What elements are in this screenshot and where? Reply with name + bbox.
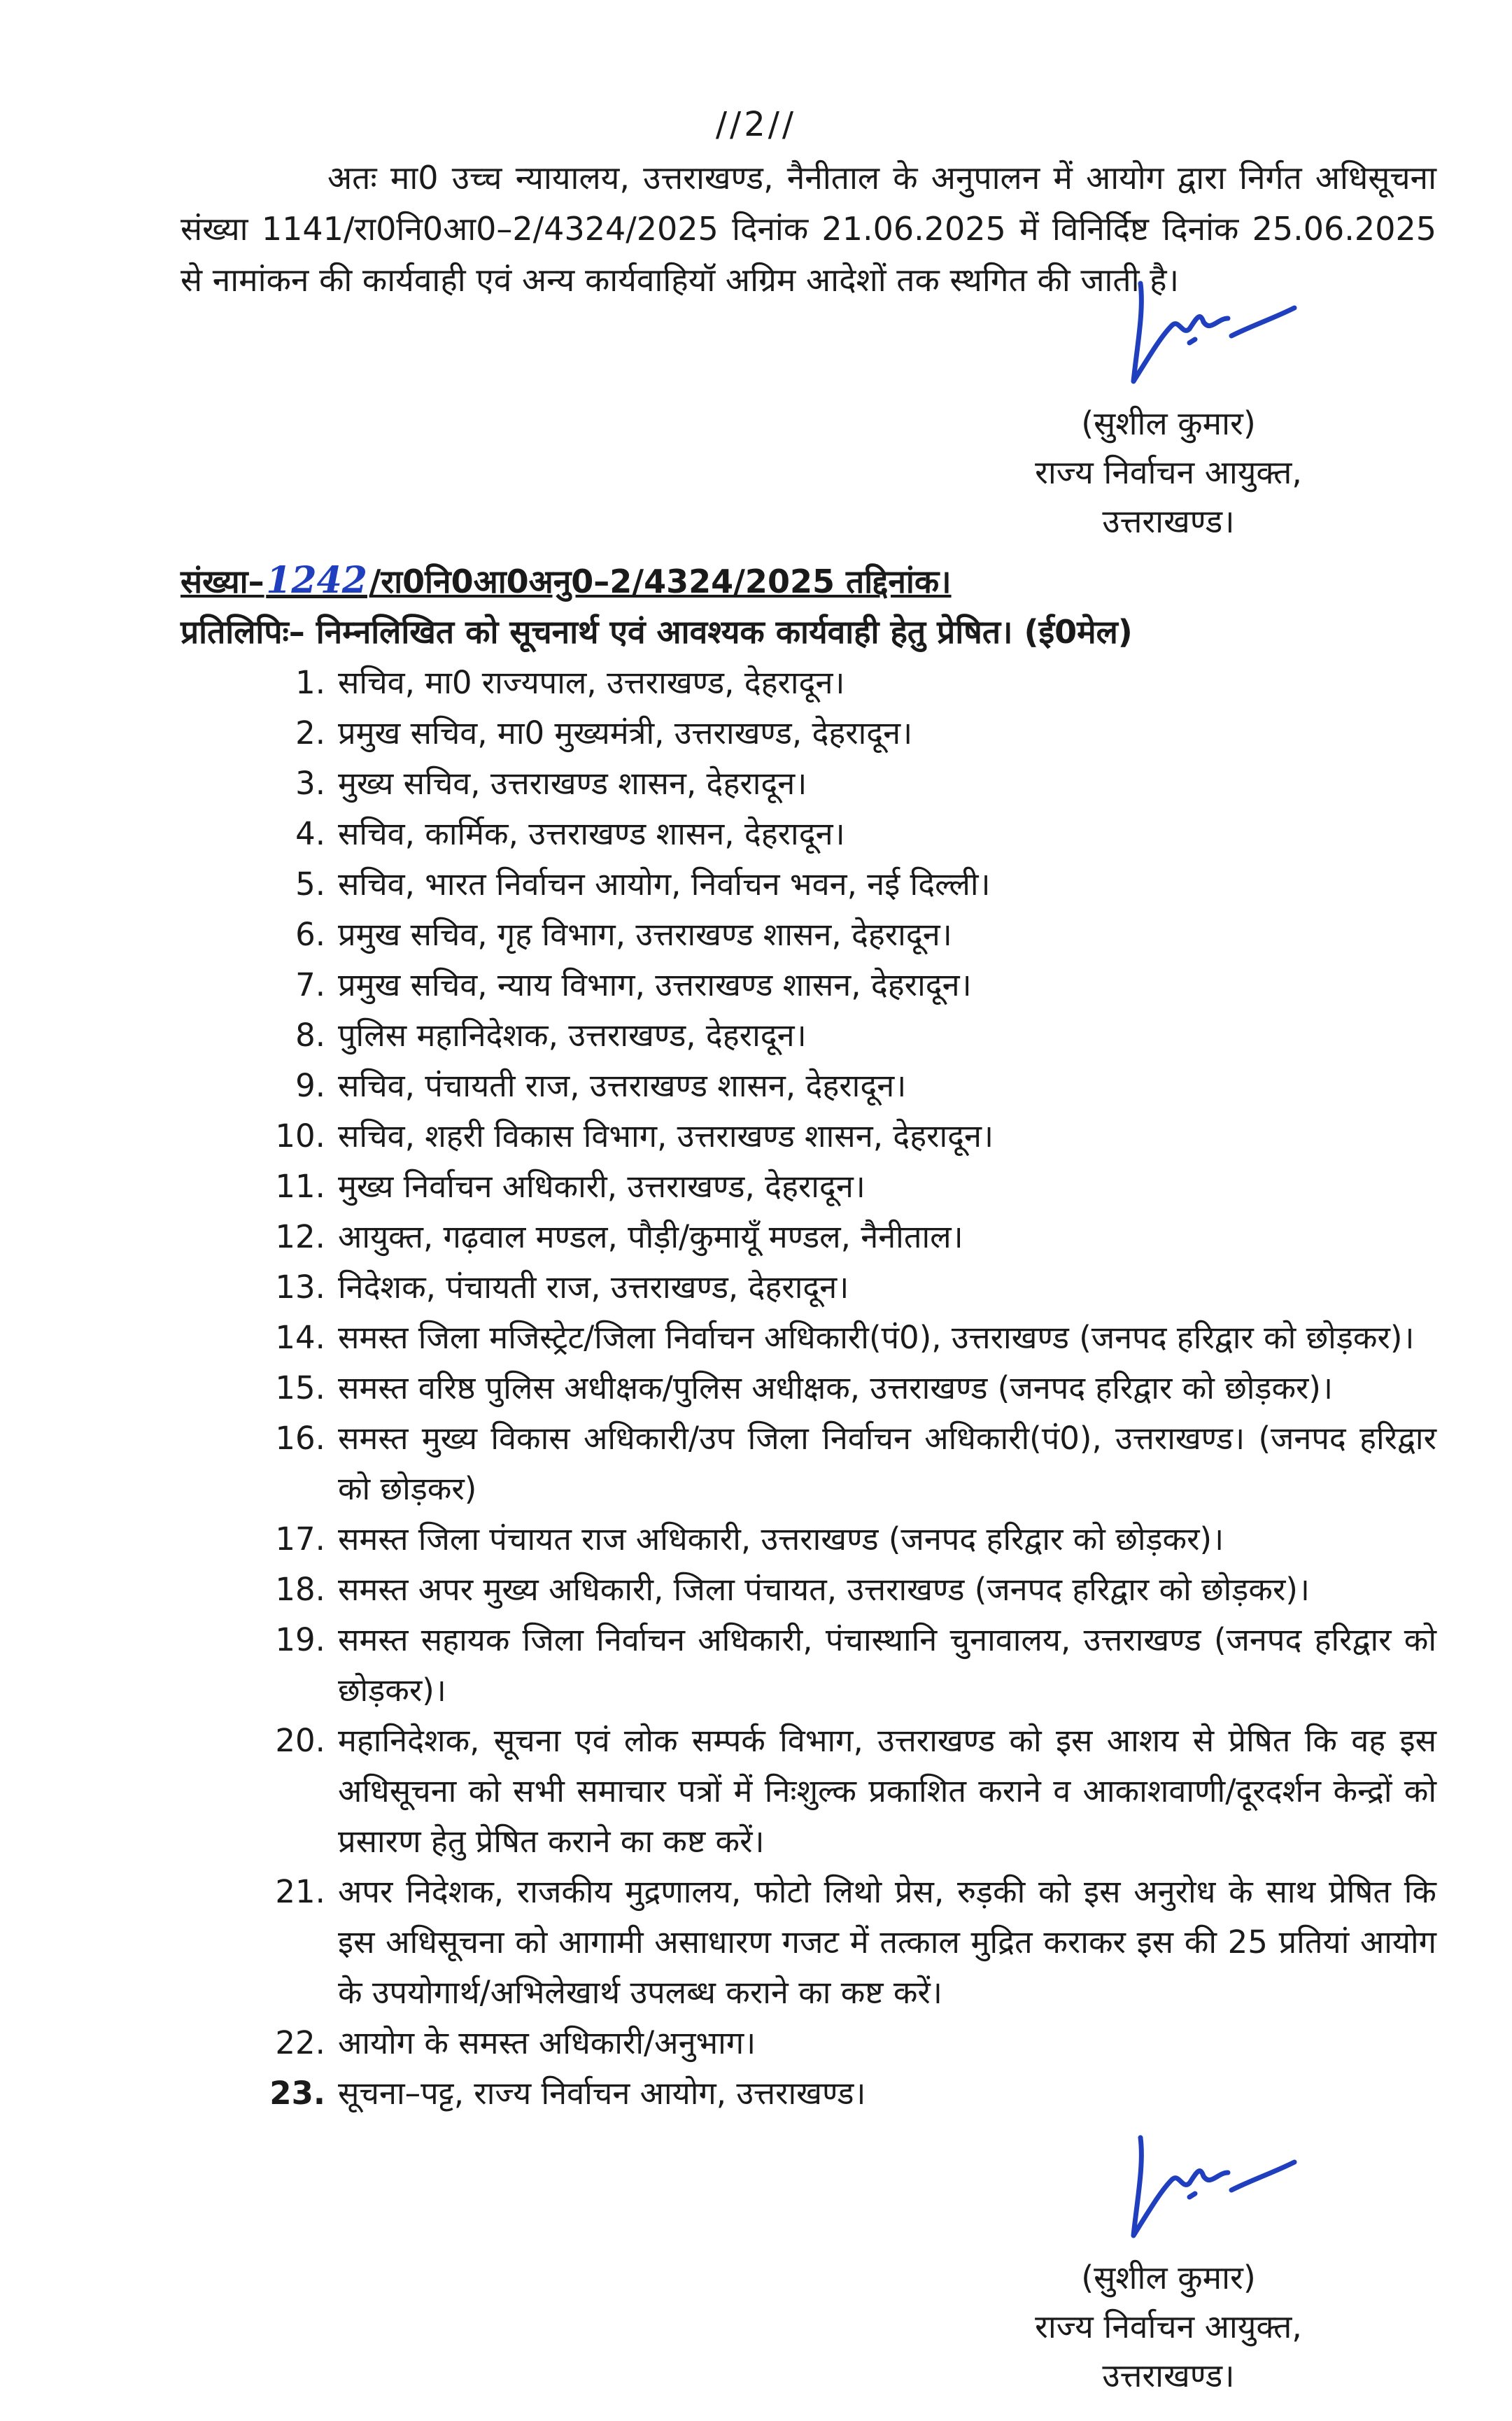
- list-item: 20. महानिदेशक, सूचना एवं लोक सम्पर्क विभाग, उत्तराखण्ड को इस आशय से प्रेषित कि वह इस अधिसूचना को सभी समाचार पत्रों में निःशुल्क प्रकाशित कराने व आकाशवाणी/दूरदर्शन केन्द्रों को प्रसारण हेतु प्रेषित कराने का कष्ट करें।: [275, 1722, 1436, 1860]
- list-item: 6. प्रमुख सचिव, गृह विभाग, उत्तराखण्ड शासन, देहरादून।: [295, 916, 952, 953]
- list-item: 13. निदेशक, पंचायती राज, उत्तराखण्ड, देहरादून।: [275, 1269, 849, 1306]
- signatory-name: (सुशील कुमार): [1081, 404, 1256, 442]
- list-item: 18. समस्त अपर मुख्य अधिकारी, जिला पंचायत, उत्तराखण्ड (जनपद हरिद्वार को छोड़कर)।: [275, 1571, 1310, 1608]
- list-item: 12. आयुक्त, गढ़वाल मण्डल, पौड़ी/कुमायूँ मण्डल, नैनीताल।: [275, 1218, 963, 1255]
- reference-number: 1242: [266, 559, 367, 602]
- list-item: 3. मुख्य सचिव, उत्तराखण्ड शासन, देहरादून।: [295, 765, 807, 802]
- list-item: 23. सूचना–पट्ट, राज्य निर्वाचन आयोग, उत्तराखण्ड।: [269, 2075, 866, 2112]
- signature-1: [1112, 269, 1308, 395]
- list-item: 11. मुख्य निर्वाचन अधिकारी, उत्तराखण्ड, देहरादून।: [275, 1168, 865, 1205]
- list-item: 15. समस्त वरिष्ठ पुलिस अधीक्षक/पुलिस अधीक्षक, उत्तराखण्ड (जनपद हरिद्वार को छोड़कर)।: [275, 1369, 1334, 1406]
- list-item: 5. सचिव, भारत निर्वाचन आयोग, निर्वाचन भवन, नई दिल्ली।: [295, 866, 991, 903]
- order-paragraph: अतः मा0 उच्च न्यायालय, उत्तराखण्ड, नैनीताल के अनुपालन में आयोग द्वारा निर्गत अधिसूचना संख्या 1141/रा0नि0आ0–2/4324/2025 दिनांक 21.06.2025 में विनिर्दिष्ट दिनांक 25.06.2025 से नामांकन की कार्यवाही एवं अन्य कार्यवाहियॉ अग्रिम आदेशों तक स्थगित की जाती है।: [181, 159, 1436, 299]
- signature-2: [1112, 2124, 1308, 2250]
- list-item: 7. प्रमुख सचिव, न्याय विभाग, उत्तराखण्ड शासन, देहरादून।: [295, 966, 972, 1003]
- recipient-list: [181, 658, 1436, 2119]
- list-item: 22. आयोग के समस्त अधिकारी/अनुभाग।: [275, 2024, 756, 2061]
- list-item: 21. अपर निदेशक, राजकीय मुद्रणालय, फोटो लिथो प्रेस, रुड़की को इस अनुरोध के साथ प्रेषित कि इस अधिसूचना को आगामी असाधारण गजट में तत्काल मुद्रित कराकर इस की 25 प्रतियां आयोग के उपयोगार्थ/अभिलेखार्थ उपलब्ध कराने का कष्ट करें।: [275, 1873, 1436, 2011]
- copy-to-heading: प्रतिलिपिः– निम्नलिखित को सूचनार्थ एवं आवश्यक कार्यवाही हेतु प्रेषित। (ई0मेल): [181, 613, 1133, 651]
- list-item: 4. सचिव, कार्मिक, उत्तराखण्ड शासन, देहरादून।: [295, 815, 845, 852]
- list-item: 9. सचिव, पंचायती राज, उत्तराखण्ड शासन, देहरादून।: [295, 1067, 907, 1104]
- list-item: 19. समस्त सहायक जिला निर्वाचन अधिकारी, पंचास्थानि चुनावालय, उत्तराखण्ड (जनपद हरिद्वार को छोड़कर)।: [275, 1621, 1436, 1709]
- list-item: 17. समस्त जिला पंचायत राज अधिकारी, उत्तराखण्ड (जनपद हरिद्वार को छोड़कर)।: [275, 1520, 1224, 1558]
- signatory-block-2: [980, 2253, 1357, 2400]
- list-item: 14. समस्त जिला मजिस्ट्रेट/जिला निर्वाचन अधिकारी(पं0), उत्तराखण्ड (जनपद हरिद्वार को छोड़कर)।: [275, 1319, 1415, 1356]
- signatory-state: उत्तराखण्ड।: [1102, 2357, 1235, 2394]
- page-number: //2//: [715, 105, 797, 144]
- list-item: 8. पुलिस महानिदेशक, उत्तराखण्ड, देहरादून।: [295, 1017, 807, 1054]
- signatory-state: उत्तराखण्ड।: [1102, 502, 1235, 540]
- list-item: 1. सचिव, मा0 राज्यपाल, उत्तराखण्ड, देहरादून।: [295, 664, 845, 701]
- signatory-block-1: [980, 399, 1357, 546]
- reference-label: संख्या–: [181, 563, 264, 600]
- list-item: 2. प्रमुख सचिव, मा0 मुख्यमंत्री, उत्तराखण्ड, देहरादून।: [295, 714, 913, 751]
- signatory-name: (सुशील कुमार): [1081, 2259, 1256, 2296]
- reference-line: [181, 556, 1370, 606]
- list-item: 16. समस्त मुख्य विकास अधिकारी/उप जिला निर्वाचन अधिकारी(पं0), उत्तराखण्ड। (जनपद हरिद्वार को छोड़कर): [275, 1420, 1436, 1507]
- list-item: 10. सचिव, शहरी विकास विभाग, उत्तराखण्ड शासन, देहरादून।: [275, 1117, 994, 1155]
- signatory-designation: राज्य निर्वाचन आयुक्त,: [1035, 2308, 1302, 2345]
- reference-rest: /रा0नि0आ0अनु0–2/4324/2025 तद्दिनांक।: [369, 563, 952, 600]
- signatory-designation: राज्य निर्वाचन आयुक्त,: [1035, 453, 1302, 491]
